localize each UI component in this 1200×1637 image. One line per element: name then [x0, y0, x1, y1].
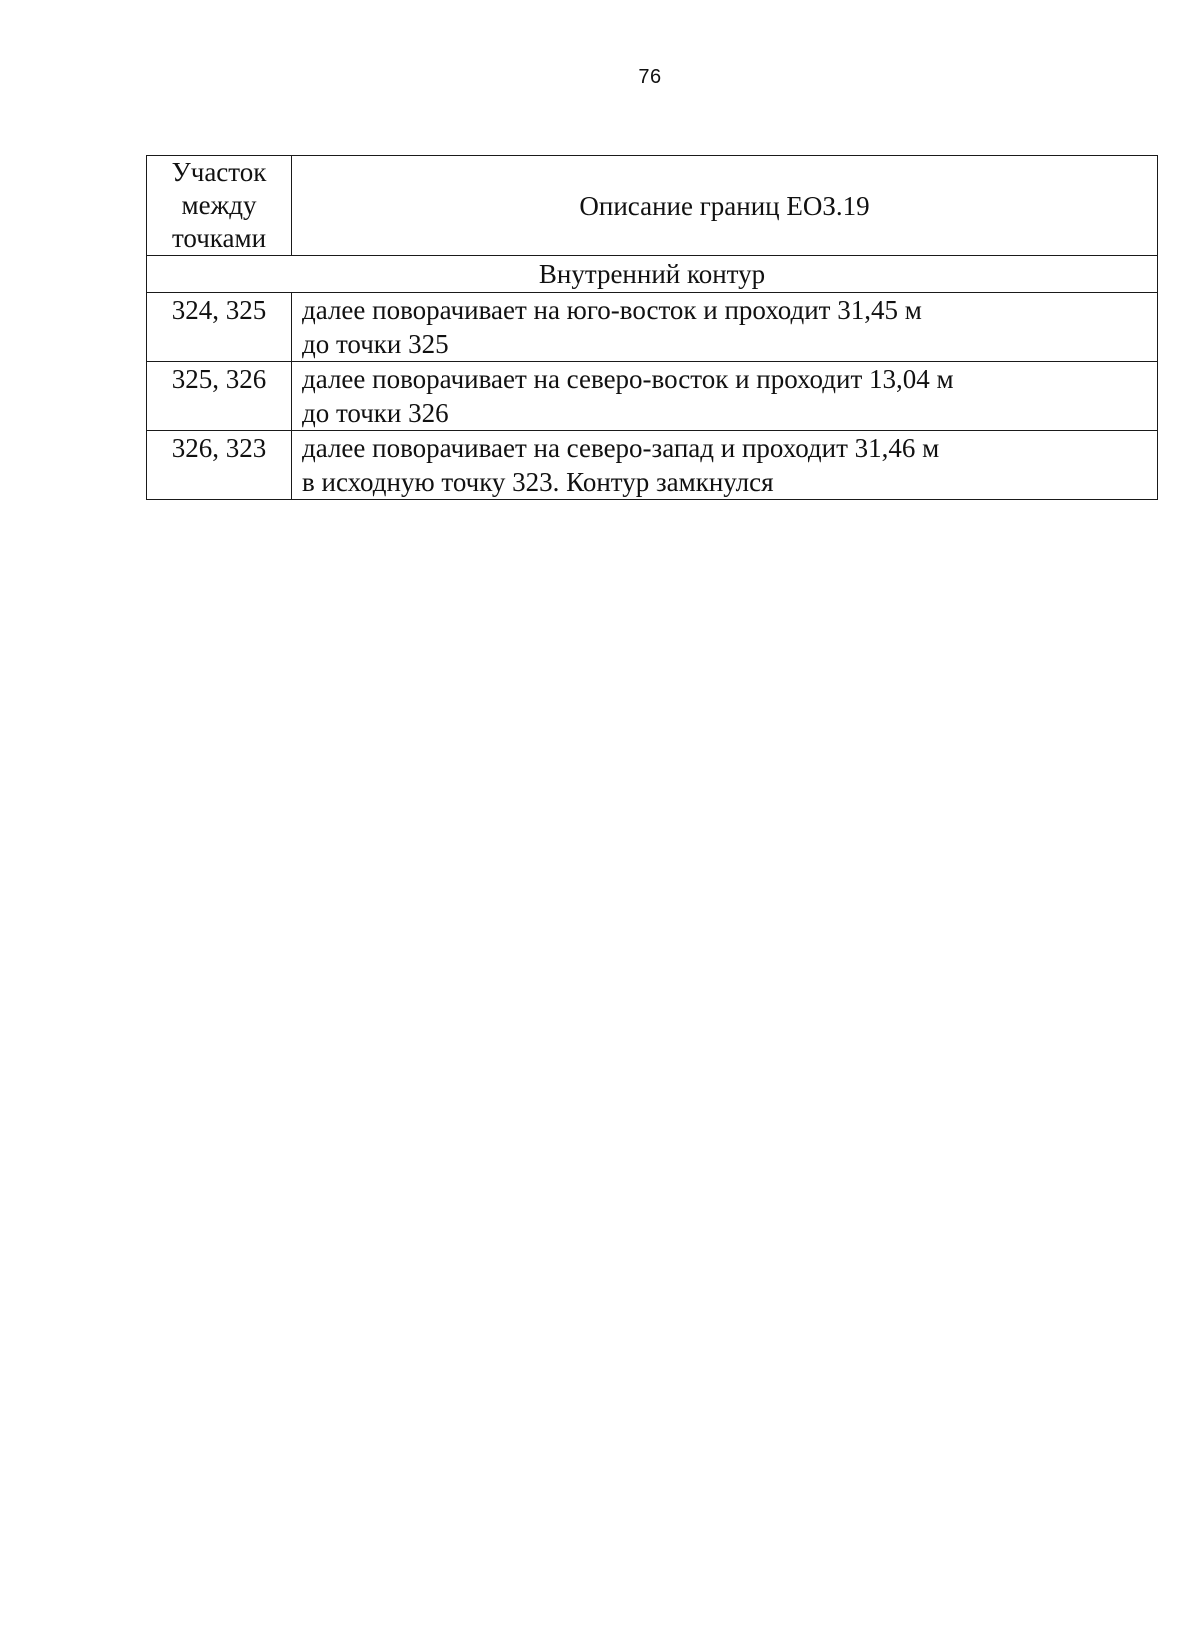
description-cell	[292, 362, 1158, 431]
description-line: далее поворачивает на юго-восток и проходит 31,45 м	[302, 295, 922, 325]
table-row	[147, 362, 1158, 431]
description-line: далее поворачивает на северо-восток и проходит 13,04 м	[302, 364, 954, 394]
table-header-row	[147, 156, 1158, 256]
table-row	[147, 293, 1158, 362]
description-line: в исходную точку 323. Контур замкнулся	[302, 467, 774, 497]
description-cell	[292, 431, 1158, 500]
boundary-table	[146, 155, 1158, 500]
header-segment	[147, 156, 292, 256]
header-segment-line: между	[181, 190, 257, 220]
segment-cell: 324, 325	[147, 293, 292, 362]
page-number: 76	[638, 66, 662, 88]
description-cell	[292, 293, 1158, 362]
section-row	[147, 256, 1158, 293]
section-title: Внутренний контур	[147, 256, 1158, 293]
description-line: далее поворачивает на северо-запад и проходит 31,46 м	[302, 433, 940, 463]
header-description: Описание границ ЕОЗ.19	[292, 156, 1158, 256]
description-line: до точки 326	[302, 398, 449, 428]
segment-cell: 326, 323	[147, 431, 292, 500]
header-segment-line: точками	[171, 223, 267, 253]
header-segment-line: Участок	[171, 157, 267, 187]
description-line: до точки 325	[302, 329, 449, 359]
table-row	[147, 431, 1158, 500]
segment-cell: 325, 326	[147, 362, 292, 431]
